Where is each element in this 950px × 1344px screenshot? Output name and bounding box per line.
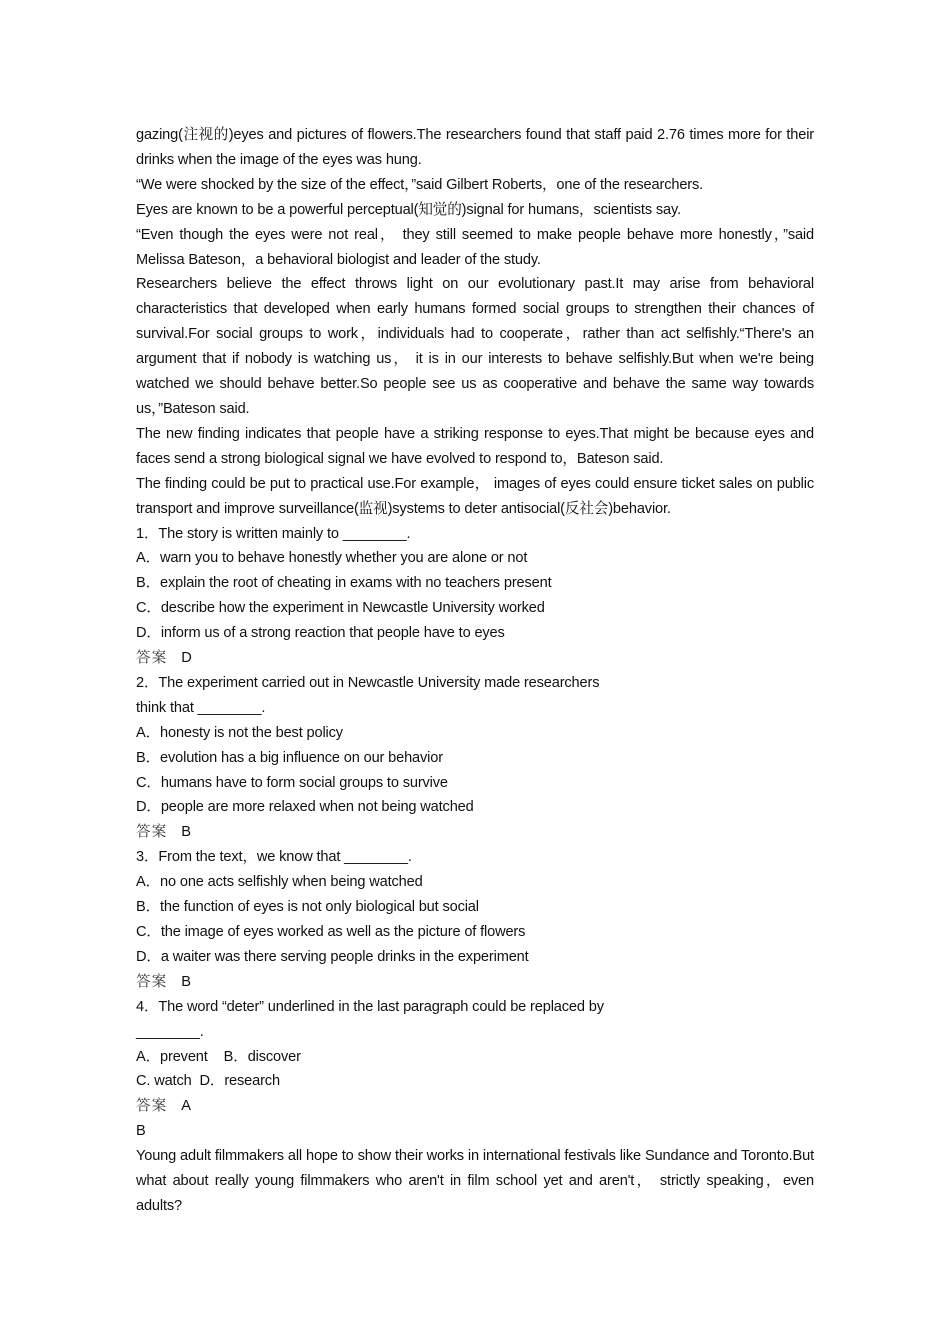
option-c: C．humans have to form social groups to survive (136, 774, 448, 791)
option-b: B．discover (223, 1048, 301, 1065)
answer-line (136, 1094, 814, 1119)
answer-label: 答案 (136, 650, 168, 667)
question-2 (136, 671, 814, 845)
answer-value: A (181, 1098, 191, 1115)
paragraph: “Even though the eyes were not real， they still seemed to make people behave more honestly，”said Melissa Bateson，a behavioral biologist and leader of the study. (136, 226, 814, 268)
option-d: D．inform us of a strong reaction that people have to eyes (136, 625, 505, 642)
answer-line (136, 646, 814, 671)
answer-label: 答案 (136, 973, 168, 990)
answer-label: 答案 (136, 1098, 168, 1115)
section-label: B (136, 1123, 146, 1140)
option-c: C. watch (136, 1073, 192, 1090)
options-row-2 (136, 1069, 814, 1094)
question-stem: 2．The experiment carried out in Newcastle University made researchers (136, 674, 600, 691)
question-4 (136, 995, 814, 1120)
paragraph: Eyes are known to be a powerful perceptual(知觉的)signal for humans，scientists say. (136, 201, 681, 218)
passage-a (136, 123, 814, 522)
answer-line (136, 820, 814, 845)
paragraph: gazing(注视的)eyes and pictures of flowers.The researchers found that staff paid 2.76 times more for their drinks when the image of the eyes was hung. (136, 127, 814, 168)
paragraph: The new finding indicates that people have a striking response to eyes.That might be because eyes and faces send a strong biological signal we have evolved to respond to，Bateson said. (136, 425, 814, 467)
document-page (136, 123, 814, 1219)
question-stem-continued: think that ________. (136, 699, 266, 716)
question-stem: 3．From the text，we know that ________. (136, 849, 412, 866)
option-b: B．explain the root of cheating in exams with no teachers present (136, 575, 552, 592)
option-b: B．evolution has a big influence on our behavior (136, 749, 443, 766)
options-row-1 (136, 1045, 814, 1070)
answer-value: B (181, 824, 191, 841)
option-a: A．prevent (136, 1048, 208, 1065)
answer-line (136, 970, 814, 995)
option-a: A．warn you to behave honestly whether you are alone or not (136, 550, 528, 567)
question-stem-continued: ________. (136, 1023, 204, 1040)
question-stem: 4．The word “deter” underlined in the last paragraph could be replaced by (136, 998, 604, 1015)
paragraph: Young adult filmmakers all hope to show their works in international festivals like Sundance and Toronto.But what about really young filmmakers who aren't in film school yet and aren't， strictly speaking，even adults? (136, 1148, 814, 1214)
option-c: C．the image of eyes worked as well as the picture of flowers (136, 924, 526, 940)
option-a: A．honesty is not the best policy (136, 724, 343, 741)
answer-value: B (181, 973, 191, 990)
option-b: B．the function of eyes is not only biological but social (136, 899, 479, 916)
answer-label: 答案 (136, 824, 168, 841)
question-stem: 1．The story is written mainly to ________. (136, 525, 411, 542)
option-a: A．no one acts selfishly when being watched (136, 874, 423, 891)
question-1 (136, 522, 814, 671)
option-d: D．research (199, 1073, 280, 1090)
paragraph: “We were shocked by the size of the effect，”said Gilbert Roberts，one of the researchers. (136, 176, 704, 193)
option-d: D．people are more relaxed when not being watched (136, 799, 474, 816)
paragraph: The finding could be put to practical use.For example， images of eyes could ensure ticket sales on public transport and improve surveillance(监视)systems to deter antisocial(反社会)behavior. (136, 475, 814, 517)
answer-value: D (181, 650, 192, 667)
option-c: C．describe how the experiment in Newcastle University worked (136, 600, 545, 617)
question-3 (136, 845, 814, 994)
option-d: D．a waiter was there serving people drinks in the experiment (136, 948, 529, 965)
passage-b (136, 1119, 814, 1219)
paragraph: Researchers believe the effect throws light on our evolutionary past.It may arise from behavioral characteristics that developed when early humans formed social groups to strengthen their chances of survival.For social groups to work，individuals had to cooperate，rather than act selfishly.“There's an argument that if nobody is watching us， it is in our interests to behave selfishly.But when we're being watched we should behave better.So people see us as cooperative and behave the same way towards us，”Bateson said. (136, 276, 814, 417)
